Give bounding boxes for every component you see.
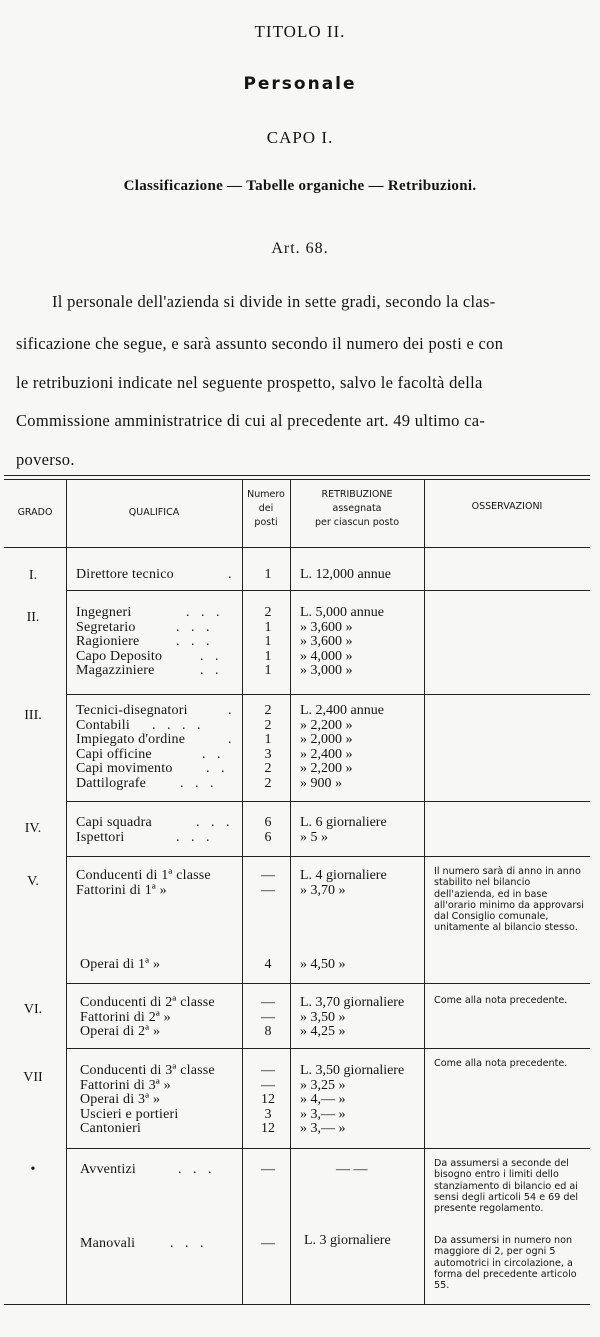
qualifica-cell: Operai di 1ª » bbox=[80, 957, 161, 972]
qualifica-cell: Operai di 2ª » bbox=[80, 1024, 161, 1040]
qualifica-cell: Operai di 3ª » bbox=[80, 1092, 161, 1108]
osservazioni-note: Da assumersi a seconde del bisogno entro i limiti dello stanziamento di bilancio ed ai sensi degli articoli 54 e 69 del presente regolamento. bbox=[434, 1158, 579, 1215]
paragraph-line: poverso. bbox=[16, 450, 75, 469]
posti-cell: — bbox=[261, 995, 275, 1010]
qualifica-cell: Conducenti di 3ª classe bbox=[80, 1063, 215, 1078]
posti-cell: 3 bbox=[264, 1106, 272, 1122]
retribuzione-cell: » 5 » bbox=[300, 829, 328, 845]
qualifica-cell: Uscieri e portieri bbox=[80, 1106, 179, 1122]
retribuzione-cell: » 4,50 » bbox=[300, 957, 346, 972]
title-capo: CAPO I. bbox=[266, 128, 334, 147]
qualifica-cell: Tecnici-disegnatori bbox=[76, 703, 188, 718]
paragraph-line: le retribuzioni indicate nel seguente prospetto, salvo le facoltà della bbox=[16, 373, 483, 392]
grade-label: III. bbox=[24, 708, 42, 723]
posti-cell: 2 bbox=[264, 605, 272, 620]
leader-dots: . . bbox=[202, 746, 225, 762]
leader-dots: . . . bbox=[176, 634, 214, 650]
posti-cell: 1 bbox=[264, 567, 272, 582]
osservazioni-note: Come alla nota precedente. bbox=[434, 1058, 568, 1069]
posti-cell: 12 bbox=[261, 1121, 275, 1137]
header-osservazioni: OSSERVAZIONI bbox=[471, 501, 543, 512]
leader-dots: . . . bbox=[176, 619, 214, 635]
posti-cell: — bbox=[261, 883, 275, 898]
retribuzione-cell: » 3,50 » bbox=[300, 1009, 346, 1025]
qualifica-cell: Fattorini di 2ª » bbox=[80, 1009, 171, 1025]
title-personale: Personale bbox=[243, 74, 357, 94]
retribuzione-cell: » 2,200 » bbox=[300, 717, 353, 733]
retribuzione-cell: L. 5,000 annue bbox=[300, 605, 384, 620]
retribuzione-cell: L. 3,70 giornaliere bbox=[300, 995, 405, 1010]
posti-cell: 2 bbox=[264, 776, 272, 791]
retribuzione-cell: » 3,— » bbox=[300, 1106, 346, 1122]
posti-cell: — bbox=[261, 1162, 275, 1177]
paragraph-line: Commissione amministratrice di cui al precedente art. 49 ultimo ca- bbox=[16, 411, 486, 430]
qualifica-cell: Dattilografe bbox=[76, 776, 147, 791]
retribuzione-cell: L. 3,50 giornaliere bbox=[300, 1063, 405, 1078]
qualifica-cell: Avventizi bbox=[80, 1162, 136, 1177]
posti-cell: 3 bbox=[264, 746, 272, 762]
header-numero-posti: Numero dei posti bbox=[247, 489, 285, 528]
posti-cell: 2 bbox=[264, 717, 272, 733]
qualifica-cell: Manovali bbox=[80, 1236, 136, 1251]
osservazioni-note: Il numero sarà di anno in anno stabilito nel bilancio dell'azienda, ed in base all'orario minimo da approvarsi dal Consiglio comunale, unitamente al bilancio stesso. bbox=[434, 866, 584, 934]
qualifica-cell: Ragioniere bbox=[76, 634, 140, 650]
qualifica-cell: Capo Deposito bbox=[76, 648, 163, 664]
posti-cell: — bbox=[261, 1236, 275, 1251]
retribuzione-cell: » 4,000 » bbox=[300, 648, 353, 664]
grade-label: I. bbox=[28, 568, 38, 583]
leader-dots: . . . bbox=[186, 605, 224, 620]
grade-label: V. bbox=[27, 874, 39, 889]
qualifica-cell: Capi movimento bbox=[76, 761, 173, 777]
posti-cell: 4 bbox=[264, 957, 272, 972]
posti-cell: 1 bbox=[264, 732, 272, 748]
leader-dots: . . bbox=[206, 761, 229, 777]
grade-label: II. bbox=[26, 610, 40, 625]
posti-cell: 8 bbox=[264, 1024, 272, 1040]
retribuzione-cell: — — bbox=[336, 1162, 368, 1177]
header-grado: GRADO bbox=[17, 507, 53, 518]
retribuzione-cell: » 3,000 » bbox=[300, 663, 353, 679]
leader-dots: . bbox=[228, 567, 236, 582]
retribuzione-cell: » 4,25 » bbox=[300, 1024, 346, 1040]
retribuzione-cell: » 3,600 » bbox=[300, 634, 353, 650]
posti-cell: 1 bbox=[264, 648, 272, 664]
posti-cell: 6 bbox=[264, 829, 272, 845]
leader-dots: . . . . bbox=[152, 717, 205, 733]
leader-dots: . . . bbox=[178, 1162, 216, 1177]
posti-cell: 6 bbox=[264, 815, 272, 830]
qualifica-cell: Fattorini di 3ª » bbox=[80, 1077, 171, 1093]
retribuzione-cell: » 2,000 » bbox=[300, 732, 353, 748]
qualifica-cell: Fattorini di 1ª » bbox=[76, 883, 167, 898]
posti-cell: 1 bbox=[264, 619, 272, 635]
retribuzione-cell: L. 12,000 annue bbox=[300, 567, 391, 582]
qualifica-cell: Magazziniere bbox=[76, 663, 155, 679]
posti-cell: 2 bbox=[264, 761, 272, 777]
leader-dots: . . bbox=[200, 663, 223, 679]
leader-dots: . . . bbox=[196, 815, 234, 830]
paragraph-line: Il personale dell'azienda si divide in sette gradi, secondo la clas- bbox=[52, 292, 496, 311]
leader-dots: . . . bbox=[180, 776, 218, 791]
posti-cell: — bbox=[261, 1009, 275, 1025]
qualifica-cell: Ingegneri bbox=[76, 605, 132, 620]
posti-cell: 2 bbox=[264, 703, 272, 718]
posti-cell: 1 bbox=[264, 634, 272, 650]
qualifica-cell: Contabili bbox=[76, 717, 130, 733]
grade-label: • bbox=[30, 1162, 36, 1177]
qualifica-cell: Conducenti di 2ª classe bbox=[80, 995, 215, 1010]
retribuzione-cell: L. 3 giornaliere bbox=[304, 1233, 391, 1248]
posti-cell: 1 bbox=[264, 663, 272, 679]
grade-label: VII bbox=[23, 1070, 43, 1085]
osservazioni-note: Da assumersi in numero non maggiore di 2, per ogni 5 automotrici in circolazione, a forma del precedente articolo 55. bbox=[434, 1235, 577, 1292]
retribuzione-cell: » 900 » bbox=[300, 776, 342, 791]
retribuzione-cell: L. 6 giornaliere bbox=[300, 815, 387, 830]
posti-cell: 12 bbox=[261, 1092, 275, 1108]
retribuzione-cell: » 3,25 » bbox=[300, 1077, 346, 1093]
qualifica-cell: Conducenti di 1ª classe bbox=[76, 868, 211, 883]
retribuzione-cell: » 2,400 » bbox=[300, 746, 353, 762]
qualifica-cell: Impiegato d'ordine bbox=[76, 732, 186, 748]
posti-cell: — bbox=[261, 1063, 275, 1078]
posti-cell: — bbox=[261, 1077, 275, 1093]
article-number: Art. 68. bbox=[271, 240, 329, 257]
qualifica-cell: Direttore tecnico bbox=[76, 567, 174, 582]
qualifica-cell: Capi squadra bbox=[76, 815, 152, 830]
retribuzione-cell: » 3,70 » bbox=[300, 883, 346, 898]
leader-dots: . bbox=[228, 703, 236, 718]
title-titolo: TITOLO II. bbox=[254, 22, 346, 41]
grade-label: VI. bbox=[23, 1002, 43, 1017]
retribuzione-cell: » 4,— » bbox=[300, 1092, 346, 1108]
qualifica-cell: Cantonieri bbox=[80, 1121, 142, 1137]
qualifica-cell: Segretario bbox=[76, 619, 136, 635]
header-qualifica: QUALIFICA bbox=[128, 507, 180, 518]
retribuzione-cell: L. 2,400 annue bbox=[300, 703, 384, 718]
retribuzione-cell: » 3,— » bbox=[300, 1121, 346, 1137]
header-retribuzione: RETRIBUZIONE assegnata per ciascun posto bbox=[314, 489, 400, 528]
leader-dots: . . . bbox=[176, 829, 214, 845]
paragraph-line: sificazione che segue, e sarà assunto secondo il numero dei posti e con bbox=[16, 334, 504, 353]
retribuzione-cell: L. 4 giornaliere bbox=[300, 868, 387, 883]
posti-cell: — bbox=[261, 868, 275, 883]
section-subtitle: Classificazione — Tabelle organiche — Retribuzioni. bbox=[123, 178, 477, 194]
leader-dots: . bbox=[228, 732, 236, 748]
osservazioni-note: Come alla nota precedente. bbox=[434, 995, 568, 1006]
retribuzione-cell: » 2,200 » bbox=[300, 761, 353, 777]
leader-dots: . . . bbox=[170, 1236, 208, 1251]
grade-label: IV. bbox=[24, 821, 42, 836]
qualifica-cell: Ispettori bbox=[76, 829, 125, 845]
qualifica-cell: Capi officine bbox=[76, 746, 152, 762]
retribuzione-cell: » 3,600 » bbox=[300, 619, 353, 635]
leader-dots: . . bbox=[200, 648, 223, 664]
